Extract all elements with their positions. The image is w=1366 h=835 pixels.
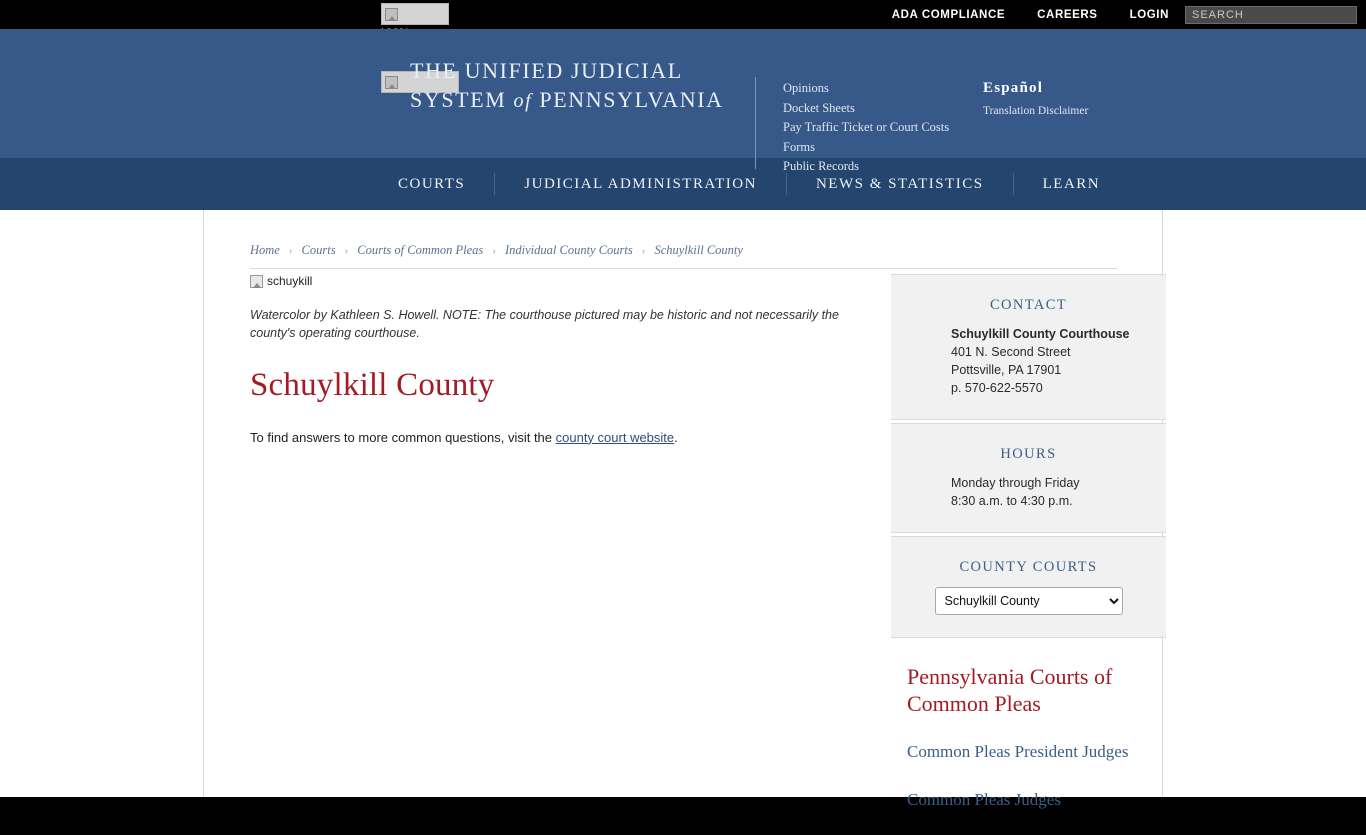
sidebar [891,274,1166,835]
body-text-prefix: To find answers to more common questions, visit the [250,429,556,445]
contact-courthouse-name: Schuylkill County Courthouse [951,327,1130,341]
contact-details [891,325,1166,397]
breadcrumb-separator-icon: › [492,244,496,257]
body-text-suffix: . [674,429,678,445]
broken-image-glyph-icon [385,8,398,21]
breadcrumb-item-current: Schuylkill County [654,243,743,257]
nav-item-news-statistics[interactable]: NEWS & STATISTICS [787,173,1014,195]
quicklink-forms[interactable]: Forms [783,139,815,154]
top-utility-bar [0,0,1366,29]
contact-address-line-2: Pottsville, PA 17901 [951,363,1062,377]
body-paragraph [250,430,870,445]
breadcrumb-separator-icon: › [288,244,293,257]
top-link-ada-compliance[interactable]: ADA COMPLIANCE [891,8,1006,21]
contact-address-line-1: 401 N. Second Street [951,345,1071,359]
brand-line-1: THE UNIFIED JUDICIAL [410,58,683,83]
county-courts-heading: COUNTY COURTS [959,559,1098,575]
county-court-website-link[interactable]: county court website [555,429,675,445]
hours-panel [891,423,1166,533]
brand-system-word: SYSTEM [410,87,507,112]
hours-days: Monday through Friday [951,476,1080,490]
nav-item-judicial-administration[interactable]: JUDICIAL ADMINISTRATION [495,173,787,195]
image-caption: Watercolor by Kathleen S. Howell. NOTE: The courthouse pictured may be historic and not necessarily the county's operating courthouse. [250,307,839,340]
top-link-careers[interactable]: CAREERS [1037,8,1098,21]
quicklink-docket-sheets[interactable]: Docket Sheets [783,100,855,115]
county-select-wrapper [891,587,1166,615]
sidebar-link-pa-courts-of-common-pleas[interactable]: Pennsylvania Courts of Common Pleas [907,664,1113,716]
quicklink-public-records[interactable]: Public Records [783,159,860,173]
content-frame [203,210,1163,809]
breadcrumb-separator-icon: › [344,244,349,257]
breadcrumb-separator-icon: › [641,244,646,257]
broken-image-glyph-icon [385,76,398,89]
hero-image-alt-text: schuykill [267,274,313,288]
content-divider [250,268,1117,269]
breadcrumb-item-courts-of-common-pleas[interactable]: Courts of Common Pleas [357,243,484,257]
brand-pennsylvania-word: PENNSYLVANIA [539,87,724,112]
nav-item-courts[interactable]: COURTS [398,173,495,195]
broken-image-glyph-icon [250,275,263,288]
quicklinks-group [783,79,949,177]
translation-disclaimer-link[interactable]: Translation Disclaimer [983,105,1089,117]
page-body [0,210,1366,809]
quicklink-opinions[interactable]: Opinions [783,81,829,95]
top-links-group [876,0,1366,29]
contact-heading: CONTACT [989,297,1068,313]
county-courts-panel [891,536,1166,638]
contact-phone: p. 570-622-5570 [951,381,1043,395]
espanol-link[interactable]: Español [983,80,1044,96]
nav-item-learn[interactable]: LEARN [1042,176,1101,192]
breadcrumb [250,243,743,258]
broken-image-placeholder-icon [381,3,449,25]
breadcrumb-item-home[interactable]: Home [250,243,280,257]
hours-times: 8:30 a.m. to 4:30 p.m. [951,494,1073,508]
breadcrumb-item-courts[interactable]: Courts [301,243,336,257]
page-title: Schuylkill County [250,366,495,403]
hours-heading: HOURS [1000,446,1057,462]
main-content-column [250,274,870,458]
brand-line-2 [410,85,724,116]
masthead-divider [755,77,756,169]
sidebar-links [891,641,1166,813]
top-link-login[interactable]: LOGIN [1129,8,1169,21]
search-input[interactable] [1185,6,1357,24]
main-navigation [0,158,1366,210]
county-courts-select[interactable] [935,587,1123,615]
hours-details [891,474,1166,510]
sidebar-link-common-pleas-president-judges[interactable]: Common Pleas President Judges [907,742,1129,761]
site-masthead [0,29,1366,173]
breadcrumb-item-individual-county-courts[interactable]: Individual County Courts [504,243,633,257]
site-brand-title [410,56,724,116]
brand-of-word: of [513,90,533,112]
hero-image-broken-placeholder-icon [250,274,312,288]
quicklink-pay-traffic-ticket[interactable]: Pay Traffic Ticket or Court Costs [783,120,950,134]
contact-panel [891,274,1166,420]
sidebar-link-common-pleas-judges[interactable]: Common Pleas Judges [907,790,1061,809]
